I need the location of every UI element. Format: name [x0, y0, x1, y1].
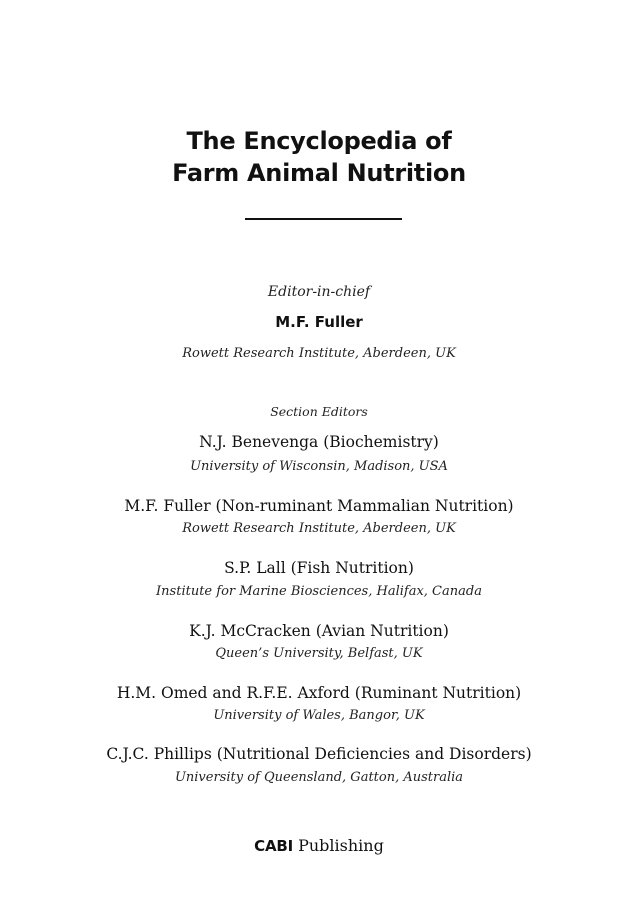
section-editor-affiliation-6: University of Queensland, Gatton, Australia — [174, 770, 464, 785]
publisher-imprint — [0, 836, 638, 856]
section-editor-name-1: N.J. Benevenga (Biochemistry) — [199, 433, 439, 451]
section-editor-affiliation-2: Rowett Research Institute, Aberdeen, UK — [182, 521, 456, 536]
editor-in-chief-name: M.F. Fuller — [275, 313, 363, 331]
book-title — [0, 125, 638, 189]
section-editor-name-6: C.J.C. Phillips (Nutritional Deficiencies and Disorders) — [106, 745, 532, 763]
editor-in-chief-affiliation: Rowett Research Institute, Aberdeen, UK — [182, 346, 456, 361]
section-editor-affiliation-3: Institute for Marine Biosciences, Halifax, Canada — [156, 584, 482, 599]
section-editor-affiliation-5: University of Wales, Bangor, UK — [213, 708, 425, 723]
editor-in-chief-label: Editor-in-chief — [267, 284, 371, 300]
section-editor-name-4: K.J. McCracken (Avian Nutrition) — [189, 622, 449, 640]
section-editors-label: Section Editors — [270, 404, 368, 419]
publisher-name-rest: Publishing — [298, 836, 384, 855]
book-title-line-1: The Encyclopedia of — [186, 127, 452, 155]
section-editor-affiliation-1: University of Wisconsin, Madison, USA — [190, 459, 448, 474]
title-divider-rule — [245, 218, 402, 220]
section-editor-affiliation-4: Queen’s University, Belfast, UK — [215, 646, 423, 661]
book-title-line-2: Farm Animal Nutrition — [172, 159, 466, 187]
section-editor-name-2: M.F. Fuller (Non-ruminant Mammalian Nutrition) — [124, 497, 514, 515]
section-editor-name-5: H.M. Omed and R.F.E. Axford (Ruminant Nutrition) — [116, 684, 522, 702]
publisher-brand: CABI — [254, 837, 293, 855]
section-editor-name-3: S.P. Lall (Fish Nutrition) — [224, 559, 414, 577]
